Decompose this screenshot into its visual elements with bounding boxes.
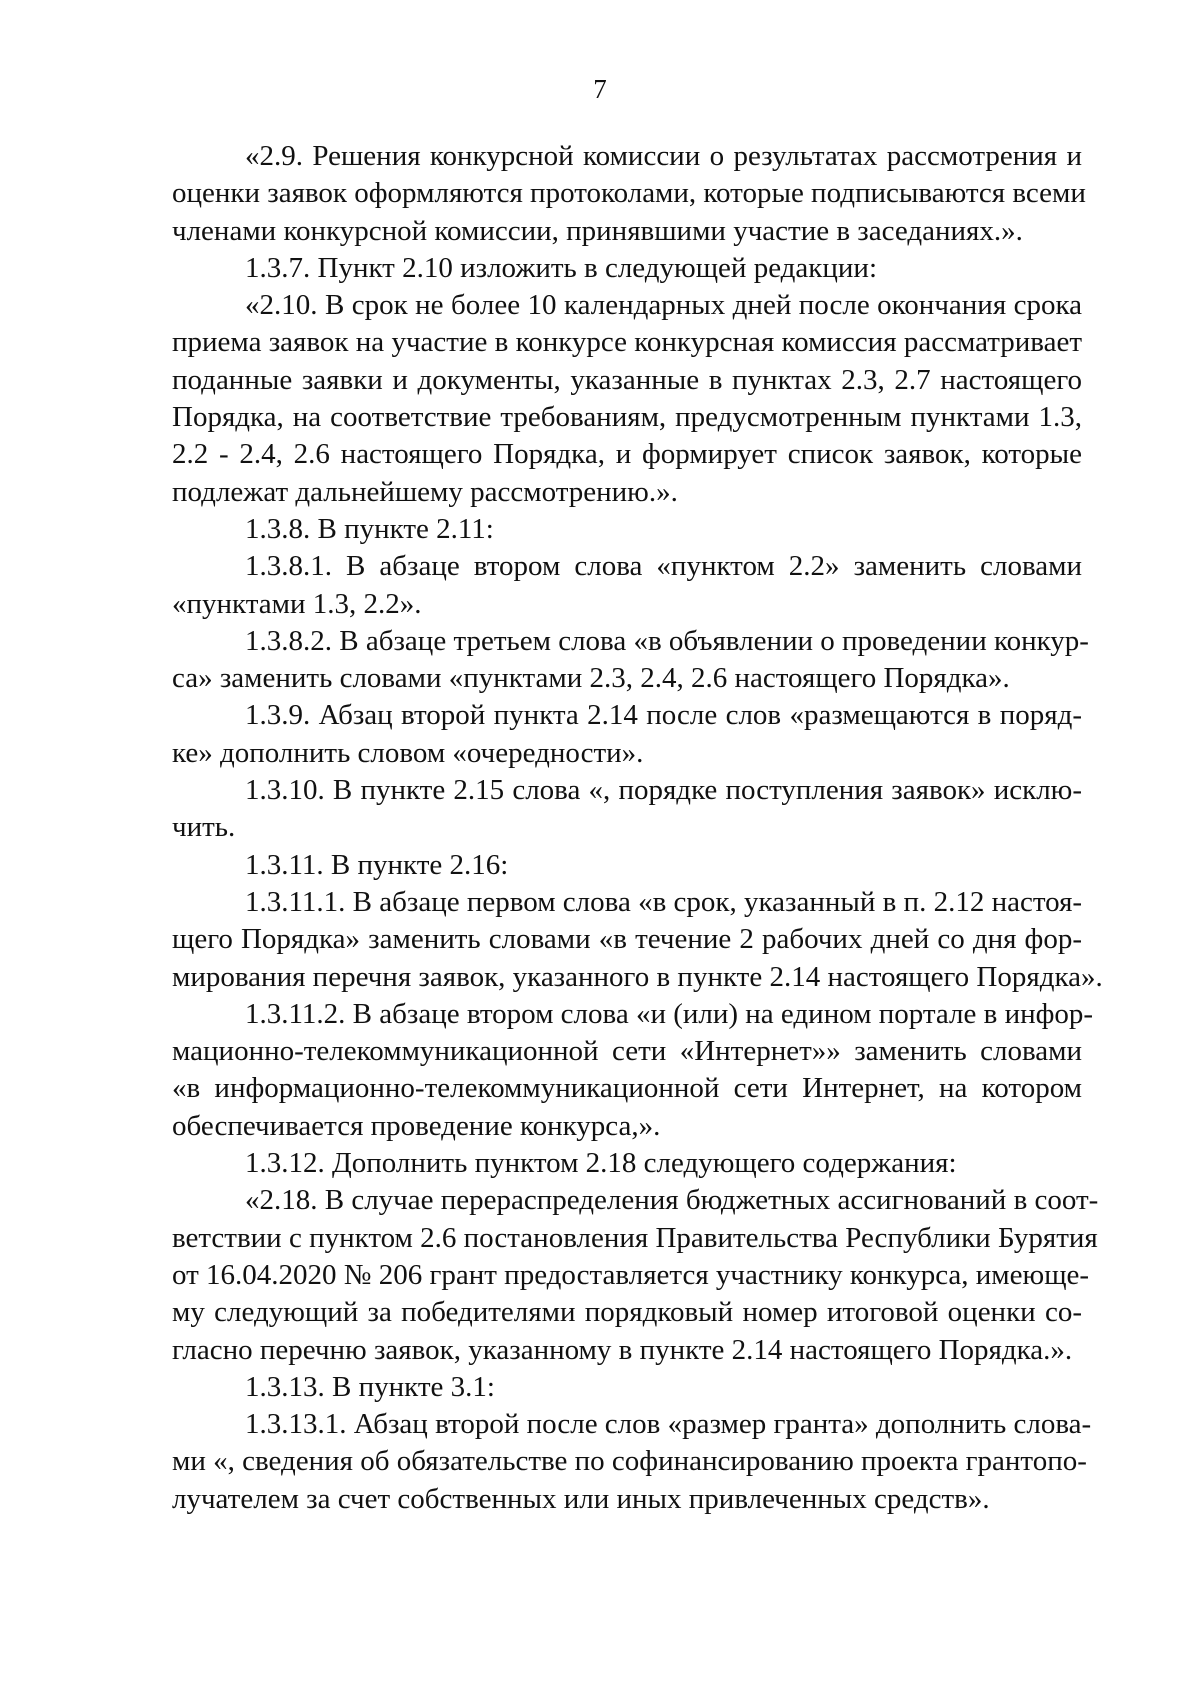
text-line: 1.3.8. В пункте 2.11: <box>245 512 494 545</box>
text-line: ке» дополнить словом «очередности». <box>172 736 644 769</box>
text-line: ми «, сведения об обязательстве по софинансированию проекта грантопо- <box>172 1445 1087 1478</box>
text-line: 1.3.10. В пункте 2.15 слова «, порядке поступления заявок» исклю- <box>245 774 1082 807</box>
text-line: 1.3.13.1. Абзац второй после слов «размер гранта» дополнить слова- <box>245 1408 1092 1441</box>
text-line: гласно перечню заявок, указанному в пункте 2.14 настоящего Порядка.». <box>172 1333 1073 1366</box>
text-line: 1.3.13. В пункте 3.1: <box>245 1370 495 1403</box>
text-line: обеспечивается проведение конкурса,». <box>172 1109 661 1142</box>
text-line: 1.3.12. Дополнить пунктом 2.18 следующего содержания: <box>245 1147 957 1180</box>
text-line: щего Порядка» заменить словами «в течение 2 рабочих дней со дня фор- <box>172 923 1082 956</box>
text-line: «2.10. В срок не более 10 календарных дней после окончания срока <box>245 289 1082 322</box>
text-line: 1.3.11.2. В абзаце втором слова «и (или) на едином портале в инфор- <box>245 997 1094 1030</box>
text-line: «2.9. Решения конкурсной комиссии о результатах рассмотрения и <box>245 140 1082 172</box>
text-line: му следующий за победителями порядковый номер итоговой оценки со- <box>172 1296 1082 1329</box>
text-line: 1.3.11. В пункте 2.16: <box>245 848 509 881</box>
text-line: мирования перечня заявок, указанного в пункте 2.14 настоящего Порядка». <box>172 960 1103 993</box>
text-line: мационно-телекоммуникационной сети «Интернет»» заменить словами <box>172 1035 1082 1068</box>
document-body <box>172 138 1103 1518</box>
text-line: 1.3.8.2. В абзаце третьем слова «в объявлении о проведении конкур- <box>245 624 1089 657</box>
text-line: 1.3.7. Пункт 2.10 изложить в следующей редакции: <box>245 251 878 284</box>
text-line: подлежат дальнейшему рассмотрению.». <box>172 475 678 508</box>
text-line: Порядка, на соответствие требованиям, предусмотренным пунктами 1.3, <box>172 401 1082 434</box>
text-line: 1.3.9. Абзац второй пункта 2.14 после слов «размещаются в поряд- <box>245 699 1082 732</box>
text-line: 1.3.11.1. В абзаце первом слова «в срок, указанный в п. 2.12 настоя- <box>245 885 1083 918</box>
text-line: членами конкурсной комиссии, принявшими участие в заседаниях.». <box>172 214 1023 247</box>
text-line: лучателем за счет собственных или иных привлеченных средств». <box>172 1482 990 1515</box>
text-line: «2.18. В случае перераспределения бюджетных ассигнований в соот- <box>245 1184 1099 1217</box>
text-line: «в информационно-телекоммуникационной сети Интернет, на котором <box>172 1072 1082 1105</box>
text-line: ветствии с пунктом 2.6 постановления Правительства Республики Бурятия <box>172 1221 1098 1254</box>
text-line: поданные заявки и документы, указанные в пунктах 2.3, 2.7 настоящего <box>172 363 1082 396</box>
page-number: 7 <box>593 74 607 104</box>
text-line: «пунктами 1.3, 2.2». <box>172 587 422 620</box>
text-line: от 16.04.2020 № 206 грант предоставляется участнику конкурса, имеюще- <box>172 1258 1090 1291</box>
text-line: чить. <box>172 811 236 844</box>
text-line: оценки заявок оформляются протоколами, которые подписываются всеми <box>172 177 1086 210</box>
text-line: 2.2 - 2.4, 2.6 настоящего Порядка, и формирует список заявок, которые <box>172 438 1082 471</box>
text-line: 1.3.8.1. В абзаце втором слова «пунктом 2.2» заменить словами <box>245 550 1082 583</box>
text-line: са» заменить словами «пунктами 2.3, 2.4, 2.6 настоящего Порядка». <box>172 662 1010 695</box>
text-line: приема заявок на участие в конкурсе конкурсная комиссия рассматривает <box>172 326 1082 359</box>
